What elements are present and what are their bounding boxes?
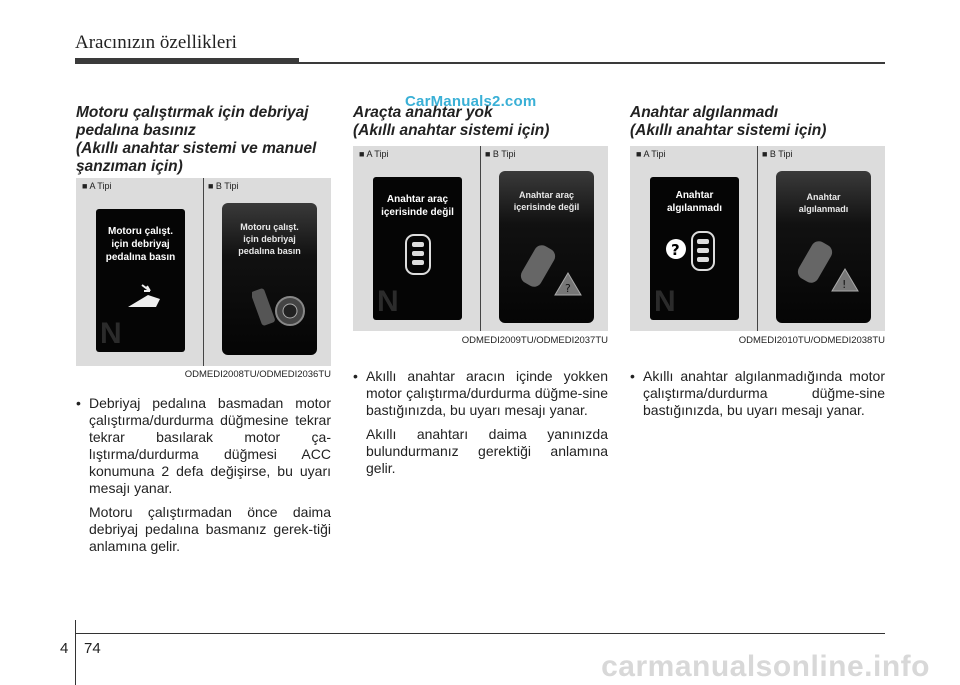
gear-indicator: N <box>377 285 399 318</box>
display-type-b <box>222 203 317 355</box>
page-number: 74 <box>84 640 101 657</box>
col1-figure <box>76 178 331 366</box>
display-message <box>776 191 871 215</box>
bullet-text: Akıllı anahtar algılanmadığında motor çalıştırma/durdurma düğme-sine bastığınızda, bu uyarı mesajı yanar. <box>643 368 885 418</box>
display-line: pedalına basın <box>105 252 176 263</box>
display-type-a <box>96 209 185 352</box>
display-type-b <box>776 171 871 323</box>
svg-text:?: ? <box>565 282 571 295</box>
type-b-label: ■ B Tipi <box>208 181 239 191</box>
display-type-b <box>499 171 594 323</box>
gear-indicator: N <box>654 285 676 318</box>
gear-indicator: N <box>100 317 122 350</box>
display-message <box>96 225 185 264</box>
bullet-item <box>76 395 331 497</box>
svg-text:!: ! <box>842 278 847 291</box>
type-a-label: ■ A Tipi <box>82 181 112 191</box>
watermark: CarManuals2.com <box>405 93 537 110</box>
chapter-title: Aracınızın özellikleri <box>75 32 237 53</box>
footer-rule <box>75 633 885 634</box>
col1-heading-line: Motoru çalıştırmak için debriyaj <box>76 104 309 121</box>
col3-heading-line: (Akıllı anahtar sistemi için) <box>630 122 827 139</box>
col3-heading <box>630 104 890 140</box>
col3-heading-line: Anahtar algılanmadı <box>630 104 779 121</box>
display-line: Motoru çalışt. <box>107 226 173 237</box>
figure-code: ODMEDI2009TU/ODMEDI2037TU <box>461 335 608 346</box>
bullet-text: Akıllı anahtar aracın içinde yokken motor çalıştırma/durdurma düğme-sine bastığınızda, bu uyarı mesajı yanar. <box>366 368 608 418</box>
figure-divider <box>757 146 758 331</box>
type-a-label: ■ A Tipi <box>636 149 666 159</box>
smart-key-icon <box>403 232 433 277</box>
display-line: için debriyaj <box>243 234 296 244</box>
display-line: Anahtar araç <box>518 190 575 200</box>
col2-heading <box>353 104 613 140</box>
col3-figure <box>630 146 885 331</box>
display-line: için debriyaj <box>111 239 170 250</box>
type-b-label: ■ B Tipi <box>762 149 793 159</box>
footer-vertical-rule <box>75 620 76 685</box>
display-line: Motoru çalışt. <box>240 222 299 232</box>
display-line: içerisinde değil <box>381 207 454 218</box>
bullet-dot: • <box>353 368 358 384</box>
figure-code: ODMEDI2010TU/ODMEDI2038TU <box>738 335 885 346</box>
display-message <box>650 189 739 215</box>
body-paragraph: Akıllı anahtarı daima yanınızda bulundurmanız gerektiği anlamına gelir. <box>366 426 608 476</box>
display-line: Anahtar araç <box>386 194 449 205</box>
type-b-label: ■ B Tipi <box>485 149 516 159</box>
clutch-pedal-icon <box>118 277 168 317</box>
col1-heading-line: pedalına basınız <box>76 122 196 139</box>
bullet-dot: • <box>630 368 635 384</box>
bullet-item <box>630 368 885 419</box>
smart-key-warning-icon <box>513 239 583 299</box>
display-line: pedalına basın <box>238 246 301 256</box>
smart-key-warning-icon <box>790 235 860 295</box>
col2-body <box>353 368 608 477</box>
col1-heading <box>76 104 336 176</box>
footer-watermark: carmanualsonline.info <box>601 650 930 683</box>
figure-code: ODMEDI2008TU/ODMEDI2036TU <box>184 369 331 380</box>
col3-body <box>630 368 885 419</box>
section-number: 4 <box>60 640 69 657</box>
body-paragraph: Motoru çalıştırmadan önce daima debriyaj pedalına basmanız gerek-tiği anlamına gelir. <box>89 504 331 554</box>
display-message <box>222 221 317 257</box>
col1-heading-line: şanzıman için) <box>76 158 183 175</box>
col2-figure <box>353 146 608 331</box>
figure-divider <box>203 178 204 366</box>
bullet-item <box>353 368 608 419</box>
col2-heading-line: Araçta anahtar yok <box>353 104 493 121</box>
key-not-detected-icon <box>664 229 724 274</box>
display-message <box>373 193 462 219</box>
col1-heading-line: (Akıllı anahtar sistemi ve manuel <box>76 140 317 157</box>
bullet-dot: • <box>76 395 81 411</box>
display-line: algılanmadı <box>666 203 722 214</box>
display-type-a <box>650 177 739 320</box>
display-message <box>499 189 594 213</box>
bullet-text: Debriyaj pedalına basmadan motor çalıştırma/durdurma düğmesine tekrar tekrar basılarak motor ça-lıştırma/durdurma düğmesi ACC konumuna 2 defa değişirse, bu uyarı mesajı yanar. <box>89 395 331 496</box>
display-line: algılanmadı <box>798 204 849 214</box>
display-line: Anahtar <box>806 192 841 202</box>
header-rule <box>299 62 885 64</box>
col1-body <box>76 395 331 555</box>
display-type-a <box>373 177 462 320</box>
svg-text:?: ? <box>671 241 680 259</box>
header-bar <box>75 58 299 64</box>
display-line: içerisinde değil <box>513 202 580 212</box>
type-a-label: ■ A Tipi <box>359 149 389 159</box>
display-line: Anahtar <box>675 190 714 201</box>
start-button-icon <box>252 273 312 333</box>
figure-divider <box>480 146 481 331</box>
col2-heading-line: (Akıllı anahtar sistemi için) <box>353 122 550 139</box>
